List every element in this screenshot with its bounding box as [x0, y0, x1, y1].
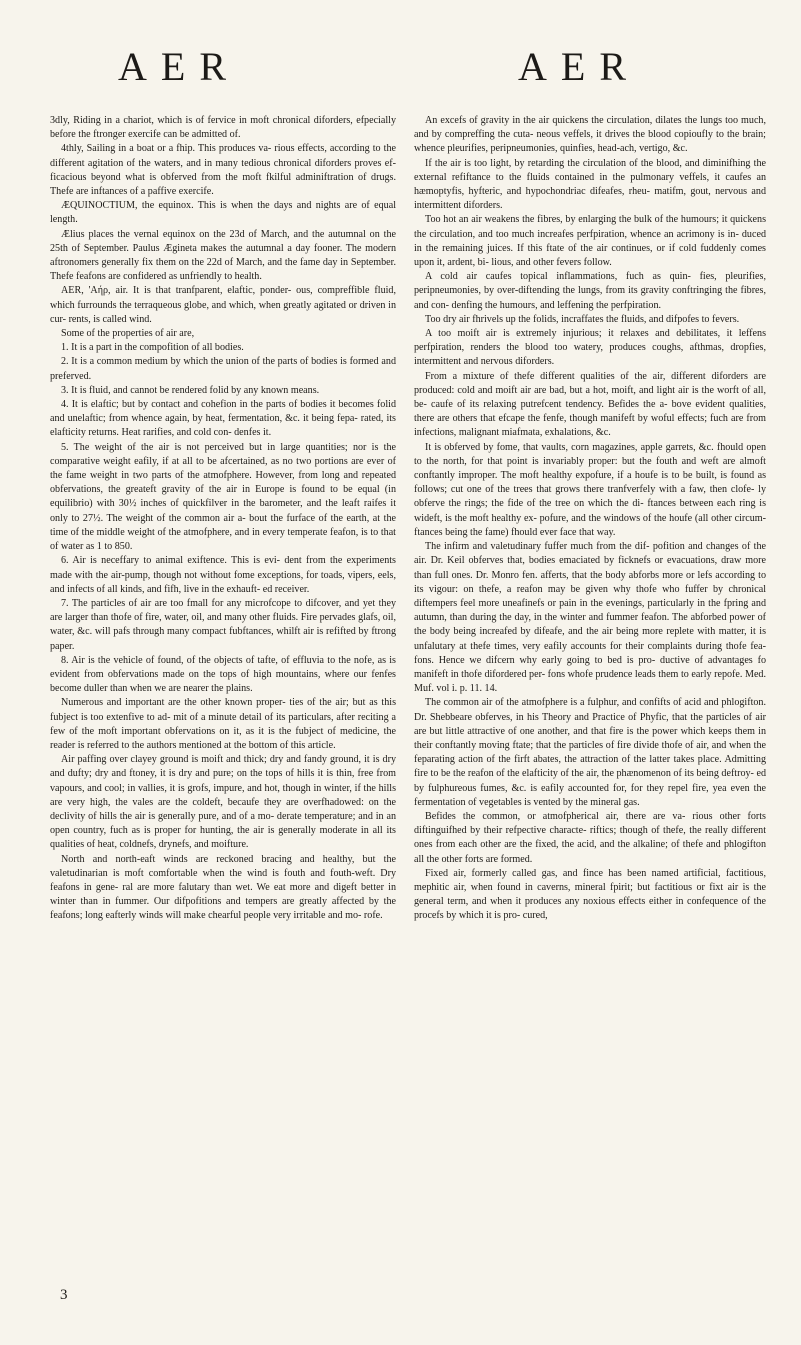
paragraph: Numerous and important are the other known proper- ties of the air; but as this fubject is too extenfive to ad- mit of a minute detail of its particulars, after reciting a few of the moft important obfervations on it, as it is the fubject of medicine, the reader is referred to the authors mentioned at the bottom of this article. — [50, 697, 396, 751]
paragraph: From a mixture of thefe different qualities of the air, different diforders are produced: cold and moift air are bad, but a hot, moift, and light air is the worft of all, be- caufe of its relaxing putrefcent tendency. Befides the a- bove evident qualities, there are others that efcape the fenfe, though manifeft by woful effects; fuch are from infections, malignant miafmata, exhalations, &c. — [414, 370, 766, 439]
paragraph: An excefs of gravity in the air quickens the circulation, dilates the lungs too much, and by compreffing the cuta- neous veffels, it drives the blood copioufly to the brain; whence pleurifies, peripneumonies, quinfies, head-ach, vertigo, &c. — [414, 115, 766, 155]
running-head-left: AER — [118, 44, 240, 89]
numbered-property: 6. Air is neceffary to animal exiftence. This is evi- dent from the experiments made with the air-pump, though not without fome exceptions, for toads, vipers, eels, and infects of all kinds, and fifh, live in the exhauft- ed receiver. — [50, 555, 396, 595]
paragraph: North and north-eaft winds are reckoned bracing and healthy, but the valetudinarian is moft comfortable when the wind is fouth and fouth-weft. Dry feafons in gene- ral are more falutary than wet. We eat more and digeft better in winter than in fummer. Our difpofitions and tempers are greatly affected by the feafons; long eafterly winds will make chearful people very irritable and mo- rofe. — [50, 853, 396, 922]
page-number: 3 — [60, 1287, 68, 1303]
numbered-property: 2. It is a common medium by which the union of the parts of bodies is formed and preferved. — [50, 356, 396, 382]
entry-heading-paragraph: AER, 'Αήρ, air. It is that tranfparent, elaftic, ponder- ous, compreffible fluid, which furrounds the terraqueous globe, and which, when greatly agitated or driven in cur- rents, is called wind. — [50, 285, 396, 325]
running-head-right: AER — [518, 44, 640, 89]
paragraph: The common air of the atmofphere is a fulphur, and confifts of acid and phlogifton. Dr. Shebbeare obferves, in his Theory and Practice of Phyfic, that the particles of air are but little attractive of one another, and that fire is the power which keeps them in their conftantly moving ftate; that the particles of fire divide thofe of air, and when the feparating action of the firft abates, the attraction of the latter takes place. Admitting fire to be the reafon of the elafticity of the air, the phænomenon of its being deftroy- ed by fulphureous fumes, &c. is eafily accounted for, for they repel fire, yea even the fermentation of vegetables is vented by the mineral gas. — [414, 697, 766, 808]
paragraph: The infirm and valetudinary fuffer much from the dif- pofition and changes of the air. Dr. Keil obferves that, bodies emaciated by ficknefs or evacuations, draw more than full ones. Dr. Monro fen. afferts, that the body abforbs more or lefs according to its vigour: on thefe, a reafon may be given why thofe who fuffer by chronical diftempers feel more uneafinefs or pain in the evenings, particularly in the fpring and autumn, than during the day, in the winter and fummer feafon. The abforbed power of the body being increafed by difeafe, and the air being more replete with matter, it is unfalutary at thefe times, very eafily accounts for their complaints during thofe fea- fons. Hence we difcern why early going to bed is pro- ductive of advantages fo manifeft in thofe difordered per- fons whofe prudence leads them to early repofe. Med. Muf. vol i. p. 11. 14. — [414, 541, 766, 695]
numbered-property: 4. It is elaftic; but by contact and cohefion in the parts of bodies it becomes folid and unelaftic; from whence again, by heat, fermentation, &c. it being fepa- rated, its elafticity returns. Heat rarifies, and cold con- denfes it. — [50, 399, 396, 439]
numbered-property: 1. It is a part in the compofition of all bodies. — [61, 342, 244, 354]
paragraph: A too moift air is extremely injurious; it relaxes and debilitates, it leffens perfpiration, renders the blood too watery, produces coughs, afthmas, dropfies, intermittent and nervous diforders. — [414, 328, 766, 368]
numbered-property: 8. Air is the vehicle of found, of the objects of tafte, of effluvia to the nofe, as is evident from obfervations made on the tops of high mountains, where our fenfes become duller than when we are nearer the plains. — [50, 654, 396, 695]
right-column — [414, 114, 766, 924]
paragraph: Too hot an air weakens the fibres, by enlarging the bulk of the humours; it quickens the circulation, and too much increafes perfpiration, whence an acrimony is in- duced in the remaining juices. If this ftate of the air continues, or if cold fuddenly comes upon it, ardent, bi- lious, and other fevers follow. — [414, 214, 766, 269]
paragraph: Fixed air, formerly called gas, and fince has been named artificial, factitious, mephitic air, when found in caverns, mineral fpirit; but factitious or fixt air is the general term, and when it produces any noxious effects either in confequence of the procefs by which it is pro- cured, — [414, 867, 766, 922]
numbered-property: 7. The particles of air are too fmall for any microfcope to difcover, and yet they are larger than thofe of fire, water, oil, and many other fluids. Fire pervades glafs, oil, water, &c. will pafs through many compact fubftances, whilft air is refifted by ftrong paper. — [50, 597, 396, 652]
left-column — [50, 114, 396, 924]
entry-heading-paragraph: ÆQUINOCTIUM, the equinox. This is when the days and nights are of equal length. — [50, 200, 396, 226]
paragraph: Ælius places the vernal equinox on the 23d of March, and the autumnal on the 25th of September. Paulus Ægineta makes the autumnal a day fooner. The modern aftronomers generally fix them on the 22d of March, and the fame day in September. Thefe feafons are confidered as unfriendly to health. — [50, 228, 396, 283]
paragraph: 4thly, Sailing in a boat or a fhip. This produces va- rious effects, according to the different agitation of the waters, and in many tedious chronical diforders proves ef- ficacious beyond what is obferved from the moft fkilful adminiftration of drugs. Thefe are inftances of a paffive exercife. — [50, 143, 396, 198]
paragraph: Some of the properties of air are, — [61, 328, 195, 340]
paragraph: 3dly, Riding in a chariot, which is of fervice in moft chronical diforders, efpecially before the ftronger exercife can be admitted of. — [50, 115, 396, 141]
paragraph: Too dry air fhrivels up the folids, incraffates the fluids, and difpofes to fevers. — [425, 313, 740, 325]
paragraph: A cold air caufes topical inflammations, fuch as quin- fies, pleurifies, peripneumonies, by over-diftending the lungs, from its gravity conftringing the fibres, and con- denfing the humours, and leffening the perfpiration. — [414, 271, 766, 311]
numbered-property: 5. The weight of the air is not perceived but in large quantities; nor is the comparative weight eafily, if at all to be afcertained, as no two portions are ever of the fame weight in two parts of the atmofphere. However, from long and repeated obfervations, the greateft gravity of the air in Europe is found to be equal (in equilibrio) with 30½ inches of quickfilver in the barometer, and the leaft raifes it only to 27½. The weight of the common air a- bout the furface of the earth, at the time of the middle weight of the atmofphere, and in every temperate feafon, is to that of water as 1 to 850. — [50, 441, 396, 553]
numbered-property: 3. It is fluid, and cannot be rendered folid by any known means. — [61, 384, 320, 396]
paragraph: Air paffing over clayey ground is moift and thick; dry and fandy ground, it is dry and dufty; dry and ftoney, it is dry and pure; on the tops of hills it is thin, free from vapours, and cool; in vallies, it is grofs, impure, and hot, though in winter, if the hills are very high, the vales are the coldeft, becaufe they are overfhadowed: on the declivity of hills the air is generally pure, and of a mo- derate temperature; and in an open country, fuch as is proper for hunting, the air is generally moderate in all its qualities of heat, coldnefs, drynefs, and moifture. — [50, 754, 396, 851]
paragraph: It is obferved by fome, that vaults, corn magazines, apple garrets, &c. fhould open to the north, for that point is invariably proper: but the fouth and weft are almoft conftantly improper. The moft healthy expofure, if a houfe is to be built, is found as follows; cut one of the trees that grows there tranfverfely with a faw, then clofe- ly obferve the rings; the fide of the tree on which the di- ftances between each ring is wideft, is the moft healthy ex- pofure, and the windows of the houfe (all other circum- ftances being the fame) fhould ever face that way. — [414, 441, 766, 538]
paragraph: If the air is too light, by retarding the circulation of the blood, and diminifhing the external refiftance to the fluids contained in the pulmonary veffels, it caufes an hæmoptyfis, hyfteric, and hypochondriac difeafes, rheu- matifm, gout, nervous and intermittent diforders. — [414, 157, 766, 212]
paragraph: Befides the common, or atmofpherical air, there are va- rious other forts diftinguifhed by their refpective characte- riftics; though of thefe, the really different ones from each other are the fixed, the acid, and the alkaline; of thefe and phlogifton all the other forts are formed. — [414, 810, 766, 865]
